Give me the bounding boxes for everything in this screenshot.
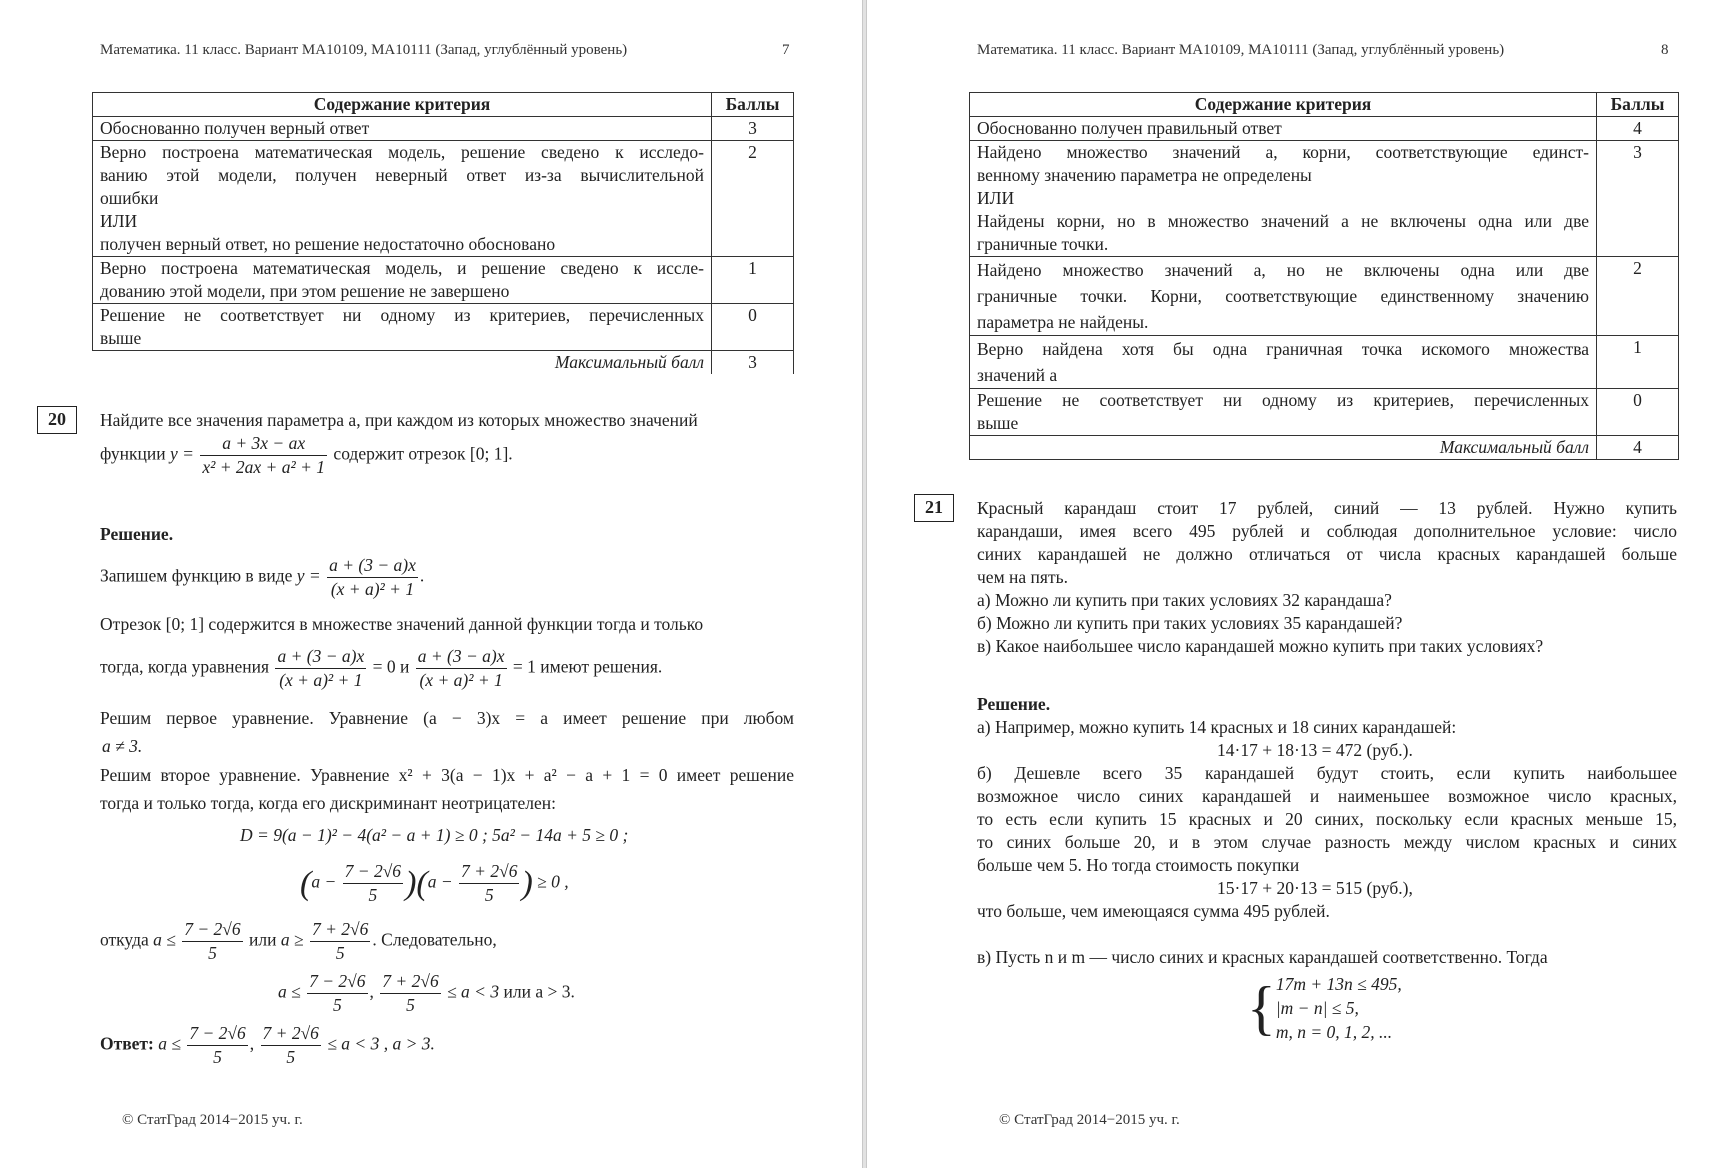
points-cell: 1	[712, 257, 794, 304]
function-fraction: $\frac{a + (3 - a)x}{\text{(x + a)² + 1}}$	[329, 555, 416, 599]
task-number-badge: 20	[37, 406, 77, 434]
answer-line: Ответ: a ≤ $\frac{7 - 2√6}{5}$ , $\frac{7 + 2√6}{5}$ ≤ a < 3 , a > 3.	[100, 1023, 435, 1067]
page-header-title: Математика. 11 класс. Вариант МА10109, МА10111 (Запад, углублённый уровень)	[100, 42, 628, 58]
question-c: в) Какое наибольшее число карандашей можно купить при таких условиях?	[977, 636, 1544, 656]
page-header-title: Математика. 11 класс. Вариант МА10109, МА10111 (Запад, углублённый уровень)	[977, 42, 1505, 58]
table-row	[93, 257, 794, 304]
solution-paragraph: Отрезок [0; 1] содержится в множестве значений данной функции тогда и только	[100, 614, 704, 634]
points-cell: 2	[1597, 257, 1679, 336]
column-header-points: Баллы	[712, 93, 794, 117]
equation-fraction: $\frac{a + (3 - a)x}{\text{(x + a)² + 1}}$	[417, 646, 505, 690]
points-cell: 2	[712, 141, 794, 257]
question-a: а) Можно ли купить при таких условиях 32 карандаша?	[977, 590, 1392, 610]
criteria-table	[92, 92, 794, 374]
table-max-row	[970, 436, 1679, 460]
discriminant-formula: D = 9(a − 1)² − 4(a² − a + 1) ≥ 0 ; 5a² − 14a + 5 ≥ 0 ;	[240, 825, 629, 845]
page-footer: © СтатГрад 2014−2015 уч. г.	[122, 1112, 303, 1128]
criterion-cell: Верно построена математическая модель, решение сведено к исследо- ванию этой модели, получен неверный ответ из-за вычислительной ошибки ИЛИ получен верный ответ, но решение недостаточно обосновано	[93, 141, 712, 257]
table-header-row	[970, 93, 1679, 117]
question-b: б) Можно ли купить при таких условиях 35 карандашей?	[977, 613, 1403, 633]
column-header-criterion: Содержание критерия	[93, 93, 712, 117]
table-row	[970, 117, 1679, 141]
criterion-cell: Обоснованно получен правильный ответ	[970, 117, 1597, 141]
task-text: Найдите все значения параметра a, при каждом из которых множество значений	[100, 410, 698, 430]
max-score-value: 3	[712, 351, 794, 375]
criterion-cell: Верно построена математическая модель, и решение сведено к иссле- дованию этой модели, при этом решение не завершено	[93, 257, 712, 304]
max-score-label: Максимальный балл	[93, 351, 712, 375]
points-cell: 3	[712, 117, 794, 141]
solution-part-a-formula: 14·17 + 18·13 = 472 (руб.).	[1217, 740, 1413, 760]
factored-inequality: (a − $\frac{7 - 2√6}{5}$ )(a − $\frac{7 + 2√6}{5}$ ) ≥ 0 ,	[300, 861, 569, 905]
page-number: 8	[1661, 42, 1669, 58]
criteria-table	[969, 92, 1679, 460]
solution-part-b-conclusion: что больше, чем имеющаяся сумма 495 рублей.	[977, 901, 1330, 921]
solution-title: Решение.	[977, 694, 1051, 714]
task-number-badge: 21	[914, 494, 954, 522]
solution-function-form: Запишем функцию в виде y = $\frac{a + (3 - a)x}{\text{(x + a)² + 1}}$ .	[100, 555, 425, 599]
points-cell: 0	[712, 304, 794, 351]
solution-paragraph: Решим первое уравнение. Уравнение (a − 3)x = a имеет решение при любом	[100, 708, 794, 728]
task-function-line: функции y = $\frac{a + 3x - ax}{\text{x² + 2ax + a² + 1}}$ содержит отрезок [0; 1].	[100, 433, 513, 477]
table-max-row	[93, 351, 794, 375]
points-cell: 0	[1597, 389, 1679, 436]
solution-bounds-line: откуда a ≤ $\frac{7 - 2√6}{5}$ или a ≥ $\frac{7 + 2√6}{5}$ . Следовательно,	[100, 919, 497, 963]
inequality-system: { 17m + 13n ≤ 495, |m − n| ≤ 5, m, n = 0, 1, 2, ...	[1247, 974, 1402, 1042]
points-cell: 4	[1597, 117, 1679, 141]
column-header-points: Баллы	[1597, 93, 1679, 117]
solution-part-b-formula: 15·17 + 20·13 = 515 (руб.),	[1217, 878, 1413, 898]
task-text: Красный карандаш стоит 17 рублей, синий — 13 рублей. Нужно купить карандаши, имея всего 495 рублей и соблюдая дополнительное условие: число синих карандашей не должно отличаться от числа красных карандашей больше чем на пять. а) Можно ли купить при таких условиях 32 карандаша? б) Можно ли купить при таких условиях 35 карандашей? в) Какое наибольшее число карандашей можно купить при таких условиях?	[977, 498, 1677, 656]
page-footer: © СтатГрад 2014−2015 уч. г.	[999, 1112, 1180, 1128]
criterion-cell: Обоснованно получен верный ответ	[93, 117, 712, 141]
criterion-cell: Найдено множество значений a, корни, соответствующие единст- венному значению параметра не определены ИЛИ Найдены корни, но в множество значений a не включены одна или две граничные точки.	[970, 141, 1597, 257]
solution-title: Решение.	[100, 524, 174, 544]
table-row	[970, 257, 1679, 336]
solution-part-b: б) Дешевле всего 35 карандашей будут стоить, если купить наибольшее возможное число синих карандашей и наименьшее возможное число красных, то есть если купить 15 красных и 20 синих, поскольку если красных меньше 15, то синих больше 20, и в этом случае разность между числом красных и синих больше чем 5. Но тогда стоимость покупки	[977, 763, 1677, 875]
solution-equations-line: тогда, когда уравнения $\frac{a + (3 - a)x}{\text{(x + a)² + 1}}$ = 0 и $\frac{a + (3 - a)x}{\text{(x + a)² + 1}}$ = 1 имеют решения.	[100, 646, 663, 690]
table-row	[93, 304, 794, 351]
solution-paragraph: a ≠ 3.	[102, 736, 143, 756]
left-page	[0, 0, 862, 1168]
solution-paragraph: Решим второе уравнение. Уравнение x² + 3(a − 1)x + a² − a + 1 = 0 имеет решение	[100, 765, 794, 785]
points-cell: 3	[1597, 141, 1679, 257]
solution-part-c: в) Пусть n и m — число синих и красных карандашей соответственно. Тогда	[977, 947, 1548, 967]
table-row	[970, 336, 1679, 389]
answer-label: Ответ:	[100, 1033, 154, 1054]
solution-paragraph: тогда и только тогда, когда его дискриминант неотрицателен:	[100, 793, 556, 813]
column-header-criterion: Содержание критерия	[970, 93, 1597, 117]
criterion-cell: Верно найдена хотя бы одна граничная точка искомого множества значений a	[970, 336, 1597, 389]
max-score-label: Максимальный балл	[970, 436, 1597, 460]
system-brace: {	[1247, 975, 1276, 1041]
table-row	[970, 141, 1679, 257]
table-header-row	[93, 93, 794, 117]
right-page	[867, 0, 1725, 1168]
table-row	[93, 117, 794, 141]
solution-range-line: a ≤ $\frac{7 - 2√6}{5}$ , $\frac{7 + 2√6}{5}$ ≤ a < 3 или a > 3.	[278, 971, 575, 1015]
page-number: 7	[782, 42, 790, 58]
criterion-cell: Решение не соответствует ни одному из критериев, перечисленных выше	[970, 389, 1597, 436]
solution-part-a: а) Например, можно купить 14 красных и 18 синих карандашей:	[977, 717, 1457, 737]
criterion-cell: Решение не соответствует ни одному из критериев, перечисленных выше	[93, 304, 712, 351]
task-function-fraction: $\frac{a + 3x - ax}{\text{x² + 2ax + a² + 1}}$	[202, 433, 326, 477]
table-row	[93, 141, 794, 257]
points-cell: 1	[1597, 336, 1679, 389]
max-score-value: 4	[1597, 436, 1679, 460]
criterion-cell: Найдено множество значений a, но не включены одна или две граничные точки. Корни, соответствующие единственному значению параметра не найдены.	[970, 257, 1597, 336]
equation-fraction: $\frac{a + (3 - a)x}{\text{(x + a)² + 1}}$	[277, 646, 365, 690]
table-row	[970, 389, 1679, 436]
